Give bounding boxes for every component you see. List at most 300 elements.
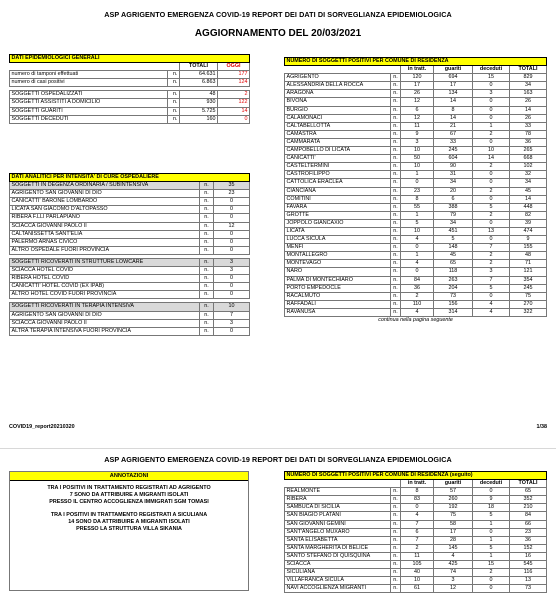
comune-unit: n.: [391, 114, 401, 122]
hospital-value: 0: [214, 230, 250, 238]
comune-in-tratt: 120: [401, 74, 434, 82]
comune-unit: n.: [391, 236, 401, 244]
comuni-col-header: guariti: [434, 66, 473, 74]
comune-in-tratt: 83: [401, 496, 434, 504]
comune-deceduti: 0: [473, 138, 510, 146]
comune-totali: 33: [510, 122, 547, 130]
comune-guariti: 34: [434, 179, 473, 187]
comune-name: COMITINI: [285, 195, 391, 203]
comune-name: FAVARA: [285, 203, 391, 211]
comune-unit: n.: [391, 536, 401, 544]
comune-guariti: 148: [434, 244, 473, 252]
group-label: SOGGETTI RICOVERATI IN STRUTTURE LOWCARE: [10, 258, 200, 266]
row-unit: n.: [168, 79, 180, 87]
hospital-label: SCIACCA GIOVANNI PAOLO II: [10, 222, 200, 230]
comune-totali: 545: [510, 561, 547, 569]
hospital-unit: n.: [200, 214, 214, 222]
comune-name: CANICATTI': [285, 155, 391, 163]
comune-totali: 116: [510, 569, 547, 577]
comune-totali: 152: [510, 544, 547, 552]
intensity-row: [10, 222, 250, 230]
comune-unit: n.: [391, 138, 401, 146]
comune-deceduti: 0: [473, 219, 510, 227]
annotation-line: TRA I POSITIVI IN TRATTAMENTO REGISTRATI AD AGRIGENTO: [47, 485, 211, 491]
intensity-row: [10, 214, 250, 222]
comune-guariti: 3: [434, 577, 473, 585]
comune-in-tratt: 4: [401, 308, 434, 316]
comune-name: RACALMUTO: [285, 292, 391, 300]
comune-totali: 34: [510, 179, 547, 187]
comune-totali: 36: [510, 536, 547, 544]
comune-name: PALMA DI MONTECHIARO: [285, 276, 391, 284]
comune-guariti: 388: [434, 203, 473, 211]
comune-name: RAVANUSA: [285, 308, 391, 316]
comune-deceduti: 1: [473, 536, 510, 544]
comune-unit: n.: [391, 504, 401, 512]
comune-in-tratt: 0: [401, 504, 434, 512]
comune-totali: 26: [510, 98, 547, 106]
comune-deceduti: 4: [473, 300, 510, 308]
comune-totali: 34: [510, 82, 547, 90]
hospital-label: AGRIGENTO SAN GIOVANNI DI DIO: [10, 190, 200, 198]
comune-totali: 668: [510, 155, 547, 163]
hospital-unit: n.: [200, 319, 214, 327]
row-today: 14: [218, 107, 250, 115]
comune-name: CAMPOBELLO DI LICATA: [285, 147, 391, 155]
comune-row: [285, 585, 547, 593]
comune-name: CATTOLICA ERACLEA: [285, 179, 391, 187]
comune-guariti: 604: [434, 155, 473, 163]
comune-unit: n.: [391, 187, 401, 195]
comune-totali: 474: [510, 227, 547, 235]
comune-row: [285, 138, 547, 146]
comune-unit: n.: [391, 544, 401, 552]
comuni-continued-title: NUMERO DI SOGGETTI POSITIVI PER COMUNE DI RESIDENZA (seguito): [285, 472, 547, 480]
comune-guariti: 79: [434, 211, 473, 219]
comune-guariti: 45: [434, 252, 473, 260]
comune-totali: 829: [510, 74, 547, 82]
comune-name: CALTABELLOTTA: [285, 122, 391, 130]
comune-in-tratt: 8: [401, 195, 434, 203]
comune-guariti: 12: [434, 585, 473, 593]
comune-totali: 265: [510, 147, 547, 155]
comune-in-tratt: 6: [401, 528, 434, 536]
intensity-row: [10, 198, 250, 206]
comune-totali: 16: [510, 552, 547, 560]
comune-row: [285, 227, 547, 235]
comune-name: SICULIANA: [285, 569, 391, 577]
comune-guariti: 28: [434, 536, 473, 544]
comune-guariti: 75: [434, 512, 473, 520]
intensity-table: [9, 173, 250, 336]
group-unit: n.: [200, 258, 214, 266]
comune-in-tratt: 0: [401, 244, 434, 252]
comune-guariti: 260: [434, 496, 473, 504]
intensity-row: [10, 327, 250, 335]
comune-in-tratt: 1: [401, 252, 434, 260]
comune-guariti: 192: [434, 504, 473, 512]
row-label: numero di tamponi effettuati: [10, 71, 168, 79]
comune-row: [285, 187, 547, 195]
general-row: [10, 91, 250, 99]
comune-deceduti: 2: [473, 163, 510, 171]
intensity-group-header: [10, 182, 250, 190]
comune-in-tratt: 12: [401, 98, 434, 106]
comune-guariti: 204: [434, 284, 473, 292]
annotations-box: [9, 471, 249, 591]
comune-deceduti: 9: [473, 496, 510, 504]
row-unit: n.: [168, 115, 180, 123]
comune-row: [285, 74, 547, 82]
comune-guariti: 134: [434, 90, 473, 98]
row-label: numero di casi positivi: [10, 79, 168, 87]
comune-in-tratt: 11: [401, 552, 434, 560]
intensity-row: [10, 275, 250, 283]
intensity-row: [10, 206, 250, 214]
comune-row: [285, 147, 547, 155]
comune-deceduti: 5: [473, 544, 510, 552]
comune-in-tratt: 0: [401, 179, 434, 187]
hospital-label: CANICATTI' HOTEL COVID (EX IPAB): [10, 283, 200, 291]
annotation-agrigento: [10, 485, 248, 506]
comune-deceduti: 1: [473, 552, 510, 560]
comune-totali: 102: [510, 163, 547, 171]
comune-row: [285, 211, 547, 219]
col-totali: TOTALI: [180, 63, 218, 71]
comune-in-tratt: 10: [401, 227, 434, 235]
comune-row: [285, 528, 547, 536]
comune-deceduti: 0: [473, 98, 510, 106]
hospital-label: RIBERA F.LLI PARLAPIANO: [10, 214, 200, 222]
comune-row: [285, 292, 547, 300]
comune-deceduti: 0: [473, 195, 510, 203]
comune-deceduti: 2: [473, 211, 510, 219]
comune-guariti: 451: [434, 227, 473, 235]
hospital-unit: n.: [200, 246, 214, 254]
row-today: 177: [218, 71, 250, 79]
row-total: 6.863: [180, 79, 218, 87]
comune-deceduti: 2: [473, 569, 510, 577]
comune-totali: 352: [510, 496, 547, 504]
comune-name: CIANCIANA: [285, 187, 391, 195]
comune-deceduti: 0: [473, 236, 510, 244]
comune-guariti: 21: [434, 122, 473, 130]
comune-totali: 26: [510, 114, 547, 122]
page2-title: ASP AGRIGENTO EMERGENZA COVID-19 REPORT DEI DATI DI SORVEGLIANZA EPIDEMIOLOGICA: [104, 455, 452, 464]
hospital-value: 0: [214, 246, 250, 254]
intensity-row: [10, 291, 250, 299]
comune-deceduti: 0: [473, 528, 510, 536]
comune-in-tratt: 105: [401, 561, 434, 569]
comune-totali: 270: [510, 300, 547, 308]
hospital-value: 0: [214, 206, 250, 214]
comune-deceduti: 7: [473, 244, 510, 252]
comune-deceduti: 7: [473, 276, 510, 284]
row-label: SOGGETTI OSPEDALIZZATI: [10, 91, 168, 99]
comune-deceduti: 0: [473, 292, 510, 300]
comune-totali: 322: [510, 308, 547, 316]
comune-row: [285, 244, 547, 252]
hospital-label: CALTANISSETTA SANT'ELIA: [10, 230, 200, 238]
hospital-unit: n.: [200, 275, 214, 283]
comune-row: [285, 130, 547, 138]
comune-guariti: 73: [434, 292, 473, 300]
comune-guariti: 57: [434, 488, 473, 496]
comune-guariti: 20: [434, 187, 473, 195]
comune-unit: n.: [391, 195, 401, 203]
comune-deceduti: 0: [473, 82, 510, 90]
comune-in-tratt: 17: [401, 82, 434, 90]
comune-unit: n.: [391, 577, 401, 585]
intensity-row: [10, 283, 250, 291]
hospital-unit: n.: [200, 327, 214, 335]
comune-in-tratt: 1: [401, 171, 434, 179]
comune-unit: n.: [391, 203, 401, 211]
comune-name: MONTEVAGO: [285, 260, 391, 268]
general-row: [10, 71, 250, 79]
comune-name: VILLAFRANCA SICULA: [285, 577, 391, 585]
group-label: SOGGETTI RICOVERATI IN TERAPIA INTENSIVA: [10, 303, 200, 311]
comuni-col-header: TOTALI: [510, 480, 547, 488]
comune-name: AGRIGENTO: [285, 74, 391, 82]
row-today: 0: [218, 115, 250, 123]
general-data-table: [9, 54, 250, 124]
comune-deceduti: 2: [473, 260, 510, 268]
group-label: SOGGETTI IN DEGENZA ORDINARIA / SUBINTENSIVA: [10, 182, 200, 190]
comune-name: LUCCA SICULA: [285, 236, 391, 244]
report-title: ASP AGRIGENTO EMERGENZA COVID-19 REPORT DEI DATI DI SORVEGLIANZA EPIDEMIOLOGICA: [104, 10, 452, 19]
annotation-line: TRA I POSITIVI IN TRATTAMENTO REGISTRATI A SICULIANA: [50, 512, 208, 518]
comune-in-tratt: 10: [401, 147, 434, 155]
comune-unit: n.: [391, 585, 401, 593]
comune-in-tratt: 50: [401, 155, 434, 163]
comune-name: SCIACCA: [285, 561, 391, 569]
comune-in-tratt: 55: [401, 203, 434, 211]
comune-totali: 23: [510, 528, 547, 536]
hospital-unit: n.: [200, 283, 214, 291]
comune-guariti: 4: [434, 552, 473, 560]
hospital-unit: n.: [200, 206, 214, 214]
comune-in-tratt: 8: [401, 488, 434, 496]
comune-totali: 354: [510, 276, 547, 284]
comune-name: NARO: [285, 268, 391, 276]
comuni-col-header: deceduti: [473, 480, 510, 488]
comune-row: [285, 236, 547, 244]
comune-in-tratt: 6: [401, 106, 434, 114]
comune-row: [285, 284, 547, 292]
general-row: [10, 115, 250, 123]
hospital-value: 3: [214, 267, 250, 275]
row-label: SOGGETTI DECEDUTI: [10, 115, 168, 123]
comune-in-tratt: 26: [401, 90, 434, 98]
comune-name: MENFI: [285, 244, 391, 252]
comune-unit: n.: [391, 74, 401, 82]
comune-guariti: 14: [434, 114, 473, 122]
hospital-label: ALTRA TERAPIA INTENSIVA FUORI PROVINCIA: [10, 327, 200, 335]
footer-page-number: 1/38: [536, 424, 547, 430]
comune-unit: n.: [391, 98, 401, 106]
comune-row: [285, 252, 547, 260]
hospital-label: CANICATTI' BARONE LOMBARDO: [10, 198, 200, 206]
comune-totali: 32: [510, 171, 547, 179]
comune-guariti: 74: [434, 569, 473, 577]
comune-name: SANT'ANGELO MUXARO: [285, 528, 391, 536]
comune-totali: 155: [510, 244, 547, 252]
comune-guariti: 263: [434, 276, 473, 284]
hospital-value: 3: [214, 319, 250, 327]
comune-row: [285, 90, 547, 98]
comune-guariti: 58: [434, 520, 473, 528]
comune-in-tratt: 7: [401, 536, 434, 544]
comune-totali: 36: [510, 138, 547, 146]
comune-totali: 45: [510, 187, 547, 195]
row-total: 160: [180, 115, 218, 123]
col-oggi: OGGI: [218, 63, 250, 71]
comune-row: [285, 544, 547, 552]
row-label: SOGGETTI GUARITI: [10, 107, 168, 115]
comune-name: PORTO EMPEDOCLE: [285, 284, 391, 292]
comune-in-tratt: 5: [401, 219, 434, 227]
hospital-unit: n.: [200, 238, 214, 246]
annotation-line: PRESSO IL CENTRO ACCOGLIENZA IMMIGRATI SGM TOMASI: [49, 499, 209, 505]
hospital-label: PALERMO ARNAS CIVICO: [10, 238, 200, 246]
comune-in-tratt: 110: [401, 300, 434, 308]
comune-row: [285, 203, 547, 211]
comune-totali: 9: [510, 236, 547, 244]
row-unit: n.: [168, 71, 180, 79]
comune-in-tratt: 1: [401, 211, 434, 219]
hospital-value: 23: [214, 190, 250, 198]
comune-guariti: 245: [434, 147, 473, 155]
comune-row: [285, 520, 547, 528]
comune-name: ARAGONA: [285, 90, 391, 98]
intensity-row: [10, 246, 250, 254]
comune-unit: n.: [391, 268, 401, 276]
comune-guariti: 118: [434, 268, 473, 276]
hospital-label: ALTRO OSPEDALE FUORI PROVINCIA: [10, 246, 200, 254]
comune-name: RAFFADALI: [285, 300, 391, 308]
comuni-col-header: guariti: [434, 480, 473, 488]
hospital-unit: n.: [200, 267, 214, 275]
comune-guariti: 65: [434, 260, 473, 268]
comuni-table-continued: [284, 471, 547, 593]
intensity-group-header: [10, 303, 250, 311]
comune-totali: 66: [510, 520, 547, 528]
comune-name: SAN BIAGIO PLATANI: [285, 512, 391, 520]
comune-guariti: 67: [434, 130, 473, 138]
comune-row: [285, 155, 547, 163]
comune-unit: n.: [391, 300, 401, 308]
comune-unit: n.: [391, 106, 401, 114]
comune-row: [285, 179, 547, 187]
comuni-table: [284, 57, 547, 324]
comune-guariti: 31: [434, 171, 473, 179]
comune-in-tratt: 40: [401, 569, 434, 577]
comune-unit: n.: [391, 488, 401, 496]
comune-unit: n.: [391, 130, 401, 138]
comune-row: [285, 300, 547, 308]
hospital-label: SCIACCA HOTEL COVID: [10, 267, 200, 275]
comune-guariti: 145: [434, 544, 473, 552]
comune-deceduti: 0: [473, 488, 510, 496]
row-total: 64.631: [180, 71, 218, 79]
comune-unit: n.: [391, 569, 401, 577]
comune-totali: 73: [510, 585, 547, 593]
comune-unit: n.: [391, 147, 401, 155]
comune-name: CALAMONACI: [285, 114, 391, 122]
footer-filename: COVID19_report20210320: [9, 424, 75, 430]
comune-unit: n.: [391, 171, 401, 179]
comune-totali: 163: [510, 90, 547, 98]
comune-totali: 14: [510, 106, 547, 114]
group-value: 10: [214, 303, 250, 311]
comune-deceduti: 5: [473, 284, 510, 292]
comune-row: [285, 488, 547, 496]
comune-deceduti: 2: [473, 130, 510, 138]
comune-name: REALMONTE: [285, 488, 391, 496]
comune-deceduti: 0: [473, 114, 510, 122]
intensity-row: [10, 238, 250, 246]
group-unit: n.: [200, 303, 214, 311]
comune-deceduti: 15: [473, 74, 510, 82]
comune-guariti: 6: [434, 195, 473, 203]
comune-in-tratt: 12: [401, 114, 434, 122]
group-value: 35: [214, 182, 250, 190]
hospital-label: LICATA SAN GIACOMO D'ALTOPASSO: [10, 206, 200, 214]
comune-row: [285, 577, 547, 585]
comune-guariti: 8: [434, 106, 473, 114]
row-unit: n.: [168, 107, 180, 115]
comune-unit: n.: [391, 512, 401, 520]
intensity-row: [10, 230, 250, 238]
comune-name: SANTA MARGHERITA DI BELICE: [285, 544, 391, 552]
comune-row: [285, 195, 547, 203]
row-label: SOGGETTI ASSISTITI A DOMICILIO: [10, 99, 168, 107]
general-row: [10, 79, 250, 87]
row-today: 122: [218, 99, 250, 107]
comune-guariti: 314: [434, 308, 473, 316]
comune-guariti: 14: [434, 98, 473, 106]
row-total: 48: [180, 91, 218, 99]
comune-guariti: 694: [434, 74, 473, 82]
comune-name: MONTALLEGRO: [285, 252, 391, 260]
comune-in-tratt: 10: [401, 163, 434, 171]
comune-guariti: 33: [434, 138, 473, 146]
comune-in-tratt: 2: [401, 544, 434, 552]
row-total: 5.725: [180, 107, 218, 115]
comune-deceduti: 0: [473, 577, 510, 585]
comuni-col-header: TOTALI: [510, 66, 547, 74]
hospital-label: RIBERA HOTEL COVID: [10, 275, 200, 283]
row-unit: n.: [168, 91, 180, 99]
comune-deceduti: 0: [473, 179, 510, 187]
hospital-value: 0: [214, 327, 250, 335]
comune-row: [285, 171, 547, 179]
comune-row: [285, 268, 547, 276]
comune-row: [285, 82, 547, 90]
comune-unit: n.: [391, 561, 401, 569]
general-data-title: DATI EPIDEMIOLOGICI GENERALI: [10, 55, 250, 63]
comune-deceduti: 0: [473, 106, 510, 114]
comune-deceduti: 13: [473, 227, 510, 235]
comune-totali: 75: [510, 292, 547, 300]
comuni-col-header: in tratt.: [401, 66, 434, 74]
comune-deceduti: 14: [473, 155, 510, 163]
comune-row: [285, 561, 547, 569]
comuni-col-header: in tratt.: [401, 480, 434, 488]
comune-guariti: 425: [434, 561, 473, 569]
comune-totali: 448: [510, 203, 547, 211]
